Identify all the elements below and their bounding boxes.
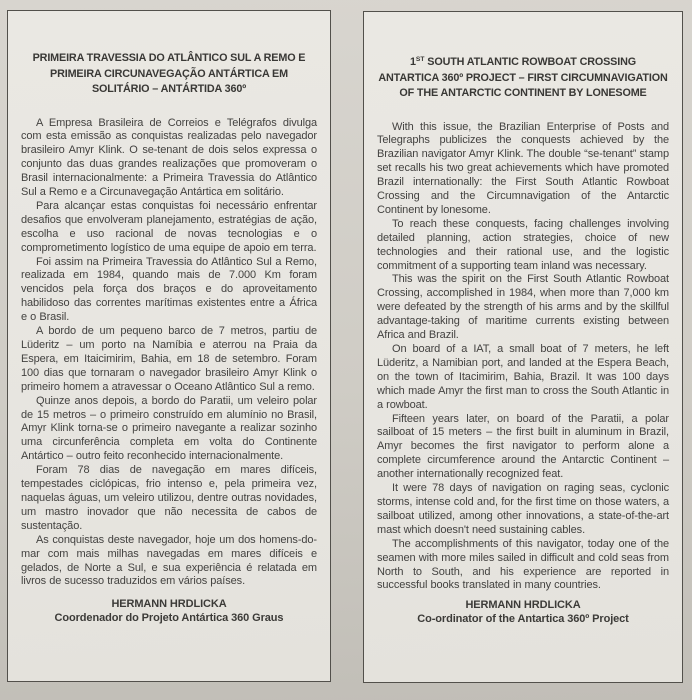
title-english (377, 52, 669, 102)
paragraph: A bordo de um pequeno barco de 7 metros, partiu de Lüderitz – um porto na Namíbia e aterrou na Praia da Espera, em Itaicimirim, Bahia, em 18 de setembro. Foram 100 dias que tornaram o navegador brasileiro Amyr Klink o primeiro homem a atravessar o Oceano Atlântico Sul a remo. (21, 325, 317, 393)
panel-portuguese (7, 10, 331, 682)
title-line: OF THE ANTARCTIC CONTINENT BY LONESOME (399, 87, 647, 99)
title-line: PRIMEIRA TRAVESSIA DO ATLÂNTICO SUL A REMO E (32, 52, 306, 64)
paragraph: Foram 78 dias de navegação em mares difíceis, tempestades ciclópicas, frio intenso e, pela primeira vez, naquelas águas, um veleiro utilizou, dentre outras novidades, um mastro inovador que não necessita de cabos de sustentação. (21, 464, 317, 532)
paragraph: Para alcançar estas conquistas foi necessário enfrentar desafios que envolveram planejamento, estratégias de ação, escolha e uso racional de novas tecnologias e o comprometimento logístico de uma equipe de apoio em terra. (21, 199, 317, 254)
title-line1-text: SOUTH ATLANTIC ROWBOAT CROSSING (424, 56, 636, 68)
signature-portuguese (8, 597, 330, 626)
paragraph: Fifteen years later, on board of the Paratii, a polar sailboat of 15 meters – the first built in aluminum in Brazil, Amyr becomes the first navigator to perform alone a complete circumference around the Antarctic Continent – another internationally recognized feat. (377, 412, 669, 481)
paragraph: This was the spirit on the First South Atlantic Rowboat Crossing, accomplished in 1984, when more than 7,000 km were defeated by the strength of his arms and by the skillful advantage-taking of maritime currents existing between Africa and Brazil. (377, 273, 669, 342)
title-line: PRIMEIRA CIRCUNAVEGAÇÃO ANTÁRTICA EM (50, 67, 288, 80)
paragraph: It were 78 days of navigation on raging seas, cyclonic storms, intense cold and, for the first time on those waters, a sailboat utilized, among other innovations, a state-of-the-art mast which doesn't need sustaining cables. (377, 482, 669, 536)
title-line (377, 52, 669, 71)
title-ordinal-number: 1 (410, 56, 416, 68)
signature-name: HERMANN HRDLICKA (111, 598, 227, 610)
paragraph: As conquistas deste navegador, hoje um dos homens-do-mar com mais milhas navegadas em mares difíceis e gelados, de Norte a Sul, e sua experiência é relatada em livros de sucesso traduzidos em vários países. (21, 533, 317, 588)
title-line: SOLITÁRIO – ANTÁRTIDA 360º (91, 83, 246, 95)
paragraph: With this issue, the Brazilian Enterprise of Posts and Telegraphs publicizes the conquests achieved by the Brazilian navigator Amyr Klink. The double “se-tenant” stamp set recalls his two great achievements which have promoted Brazil internationally: the First South Atlantic Rowboat Crossing and the Circumnavigation of the Antarctic Continent by lonesome. (377, 120, 669, 216)
paragraph: To reach these conquests, facing challenges involving detailed planning, action strategies, choice of new technologies and their rational use, and the logistic commitment of a supporting team inland was necessary. (377, 217, 669, 272)
paragraph: A Empresa Brasileira de Correios e Telégrafos divulga com esta emissão as conquistas realizadas pelo navegador brasileiro Amyr Klink. O se-tenant de dois selos expressa o conjunto das duas grandes realizações que promoveram o Brasil internacionalmente: a Primeira Travessia do Atlântico Sul a Remo e a Circunavegação Antártica em solitário. (21, 116, 317, 199)
signature-name: HERMANN HRDLICKA (465, 599, 581, 611)
paragraph: The accomplishments of this navigator, today one of the seamen with more miles sailed in difficult and cold seas from North to South, and his experience are reported in successful books translated in many countries. (377, 537, 669, 592)
body-portuguese (21, 117, 317, 590)
panel-english (363, 11, 683, 683)
signature-role: Coordenador do Projeto Antártica 360 Graus (54, 612, 284, 624)
title-portuguese (21, 51, 317, 98)
signature-role: Co-ordinator of the Antartica 360º Project (417, 613, 629, 625)
paragraph: Foi assim na Primeira Travessia do Atlântico Sul a Remo, realizada em 1984, quando mais de 7.000 Km foram vencidos pela força dos braços e do aproveitamento habilidoso das correntes marítimas existentes entre a África e o Brasil. (21, 255, 317, 324)
paragraph: Quinze anos depois, a bordo do Paratii, um veleiro polar de 15 metros – o primeiro construído em alumínio no Brasil, Amyr Klink torna-se o primeiro navegante a realizar sozinho uma circunferência completa em volta do Continente Antártico – outro feito reconhecido internacionalmente. (21, 394, 317, 463)
paragraph: On board of a IAT, a small boat of 7 meters, he left Lüderitz, a Namibian port, and landed at the Espera Beach, on the town of Itacimirim, Bahia, Brazil. It was 100 days which made Amyr the first man to cross the South Atlantic in a rowboat. (377, 343, 669, 411)
title-ordinal-suffix: ST (415, 56, 425, 63)
title-line: ANTARTICA 360º PROJECT – FIRST CIRCUMNAVIGATION (378, 71, 668, 84)
signature-english (364, 598, 682, 627)
body-english (377, 121, 669, 594)
